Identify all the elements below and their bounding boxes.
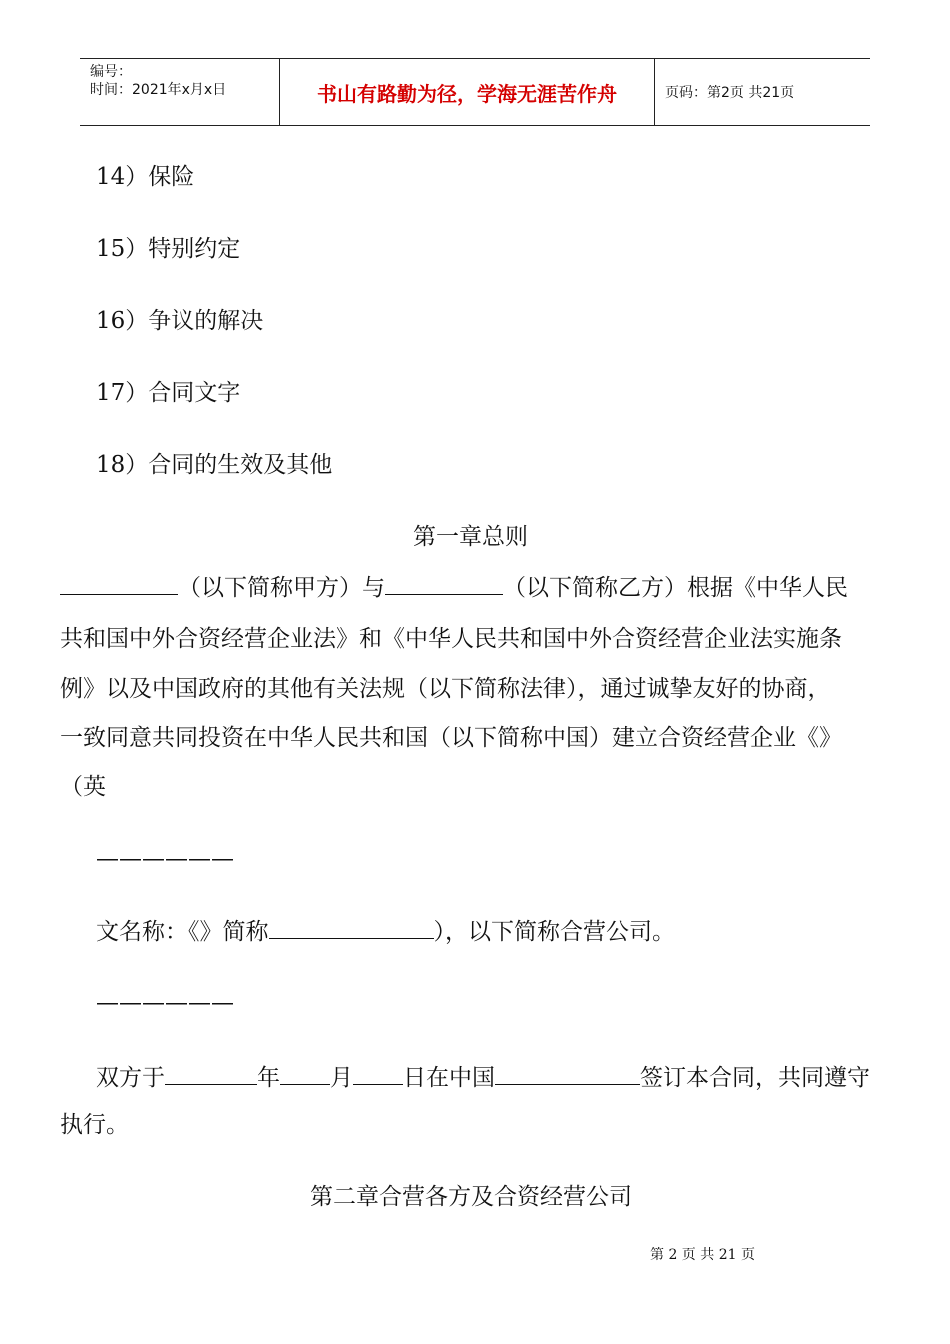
toc-item: 17）合同文字 <box>96 380 241 406</box>
toc-item: 18）合同的生效及其他 <box>96 452 333 478</box>
year-blank[interactable] <box>165 1062 257 1085</box>
header-left <box>80 59 280 125</box>
toc-item: 16）争议的解决 <box>96 308 264 334</box>
dash-line: —————— <box>96 990 234 1016</box>
party-a-blank[interactable] <box>60 572 178 595</box>
chapter1-para-line2: 共和国中外合资经营企业法》和《中华人民共和国中外合资经营企业法实施条 <box>60 626 842 652</box>
chapter1-para-line5: （英 <box>60 774 106 800</box>
toc-item: 15）特别约定 <box>96 236 241 262</box>
company-name-line: 文名称：《》简称 ），以下简称合营公司。 <box>96 916 675 947</box>
chapter1-title: 第一章总则 <box>413 524 528 550</box>
chapter1-para-line3: 例》以及中国政府的其他有关法规（以下简称法律），通过诚挚友好的协商， <box>60 676 831 702</box>
header-page-info: 页码：第2页 共21页 <box>665 85 795 101</box>
place-blank[interactable] <box>495 1062 640 1085</box>
dash-line: —————— <box>96 846 234 872</box>
party-b-blank[interactable] <box>385 572 503 595</box>
chapter1-para-line1: （以下简称甲方）与 （以下简称乙方）根据《中华人民 <box>60 572 848 603</box>
page-header <box>80 58 870 126</box>
day-blank[interactable] <box>353 1062 403 1085</box>
number-label: 编号： <box>90 64 132 80</box>
header-motto: 书山有路勤为径，学海无涯苦作舟 <box>280 59 655 125</box>
signing-line-end: 执行。 <box>60 1112 129 1138</box>
month-blank[interactable] <box>280 1062 330 1085</box>
short-name-blank[interactable] <box>269 916 434 939</box>
time-label: 时间：2021年x月x日 <box>90 82 227 98</box>
toc-item: 14）保险 <box>96 164 195 190</box>
chapter1-para-line4: 一致同意共同投资在中华人民共和国（以下简称中国）建立合资经营企业《》 <box>60 725 842 751</box>
chapter2-title: 第二章合营各方及合资经营公司 <box>310 1184 632 1210</box>
page-footer: 第 2 页 共 21 页 <box>650 1247 755 1263</box>
signing-line: 双方于 年 月 日在中国 签订本合同，共同遵守 <box>96 1062 870 1093</box>
